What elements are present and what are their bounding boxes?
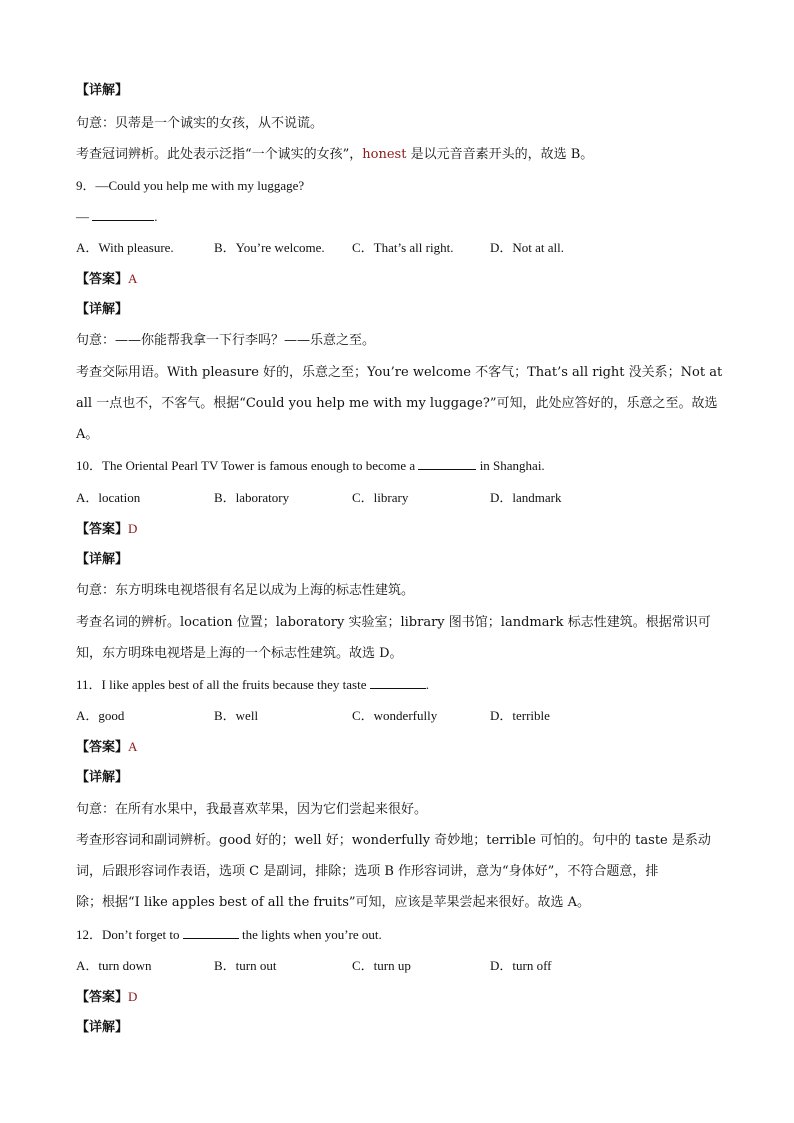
stem-part: . — [425, 677, 429, 692]
option-b: B．You’re welcome. — [214, 240, 325, 255]
stem-part: in Shanghai. — [476, 458, 545, 473]
analysis-text: 考查交际用语。With pleasure 好的，乐意之至；You’re welcome 不客气；That’s all right 没关系；Not at — [76, 365, 723, 380]
answer-value: A — [128, 271, 138, 286]
question-9-response — [76, 208, 158, 226]
sentence-meaning: 句意：——你能帮我拿一下行李吗？——乐意之至。 — [76, 333, 376, 348]
question-12-stem — [76, 926, 382, 944]
answer-blank — [418, 457, 476, 470]
detail-heading: 【详解】 — [76, 302, 129, 317]
analysis-part: 是以元音音素开头的，故选 B。 — [406, 147, 594, 162]
sentence-meaning: 句意：东方明珠电视塔很有名足以成为上海的标志性建筑。 — [76, 583, 415, 598]
option-b: B．well — [214, 708, 259, 723]
stem-part: the lights when you’re out. — [238, 927, 382, 942]
option-d: D．turn off — [490, 958, 552, 973]
analysis-text: 知，东方明珠电视塔是上海的一个标志性建筑。故选 D。 — [76, 646, 403, 661]
answer-line — [76, 270, 137, 289]
stem-part: 10．The Oriental Pearl TV Tower is famous enough to become a — [76, 458, 419, 473]
analysis-text: all 一点也不，不客气。根据“Could you help me with my luggage?”可知，此处应答好的，乐意之至。故选 — [76, 396, 718, 411]
option-b: B．turn out — [214, 958, 277, 973]
question-10-stem — [76, 457, 545, 475]
answer-label: 【答案】 — [76, 740, 129, 755]
question-11-stem — [76, 676, 429, 694]
dash: — — [76, 209, 93, 224]
option-c: C．turn up — [352, 958, 411, 973]
detail-heading: 【详解】 — [76, 552, 129, 567]
answer-label: 【答案】 — [76, 990, 129, 1005]
option-a: A．turn down — [76, 958, 152, 973]
analysis-text: 词，后跟形容词作表语，选项 C 是副词，排除；选项 B 作形容词讲，意为“身体好”，不符合题意，排 — [76, 864, 659, 879]
stem-part: 11．I like apples best of all the fruits because they taste — [76, 677, 370, 692]
analysis-part: 考查冠词辨析。此处表示泛指“一个诚实的女孩”， — [76, 147, 363, 162]
option-a: A．good — [76, 708, 125, 723]
detail-heading: 【详解】 — [76, 1020, 129, 1035]
option-b: B．laboratory — [214, 490, 290, 505]
analysis-text: 考查名词的辨析。location 位置；laboratory 实验室；library 图书馆；landmark 标志性建筑。根据常识可 — [76, 615, 711, 630]
option-c: C．That’s all right. — [352, 240, 454, 255]
option-d: D．Not at all. — [490, 240, 565, 255]
option-d: D．terrible — [490, 708, 550, 723]
answer-value: D — [128, 521, 138, 536]
answer-label: 【答案】 — [76, 272, 129, 287]
analysis-text — [76, 146, 593, 164]
option-a: A．With pleasure. — [76, 240, 174, 255]
question-9-stem: 9．—Could you help me with my luggage? — [76, 178, 305, 193]
analysis-highlight: honest — [362, 147, 407, 162]
answer-value: A — [128, 739, 138, 754]
sentence-meaning: 句意：贝蒂是一个诚实的女孩，从不说谎。 — [76, 116, 324, 131]
answer-blank — [370, 676, 426, 689]
detail-heading: 【详解】 — [76, 83, 129, 98]
stem-part: 12．Don’t forget to — [76, 927, 183, 942]
sentence-meaning: 句意：在所有水果中，我最喜欢苹果，因为它们尝起来很好。 — [76, 802, 428, 817]
option-c: C．library — [352, 490, 409, 505]
analysis-text: 除；根据“I like apples best of all the fruits”可知，应该是苹果尝起来很好。故选 A。 — [76, 895, 591, 910]
answer-line — [76, 988, 137, 1007]
analysis-text: A。 — [76, 427, 99, 442]
answer-value: D — [128, 989, 138, 1004]
analysis-text: 考查形容词和副词辨析。good 好的；well 好；wonderfully 奇妙地；terrible 可怕的。句中的 taste 是系动 — [76, 833, 711, 848]
option-a: A．location — [76, 490, 141, 505]
detail-heading: 【详解】 — [76, 770, 129, 785]
answer-line — [76, 520, 137, 539]
answer-label: 【答案】 — [76, 522, 129, 537]
answer-blank — [183, 926, 239, 939]
option-c: C．wonderfully — [352, 708, 438, 723]
period: . — [154, 209, 158, 224]
answer-blank — [92, 208, 154, 221]
answer-line — [76, 738, 137, 757]
option-d: D．landmark — [490, 490, 562, 505]
